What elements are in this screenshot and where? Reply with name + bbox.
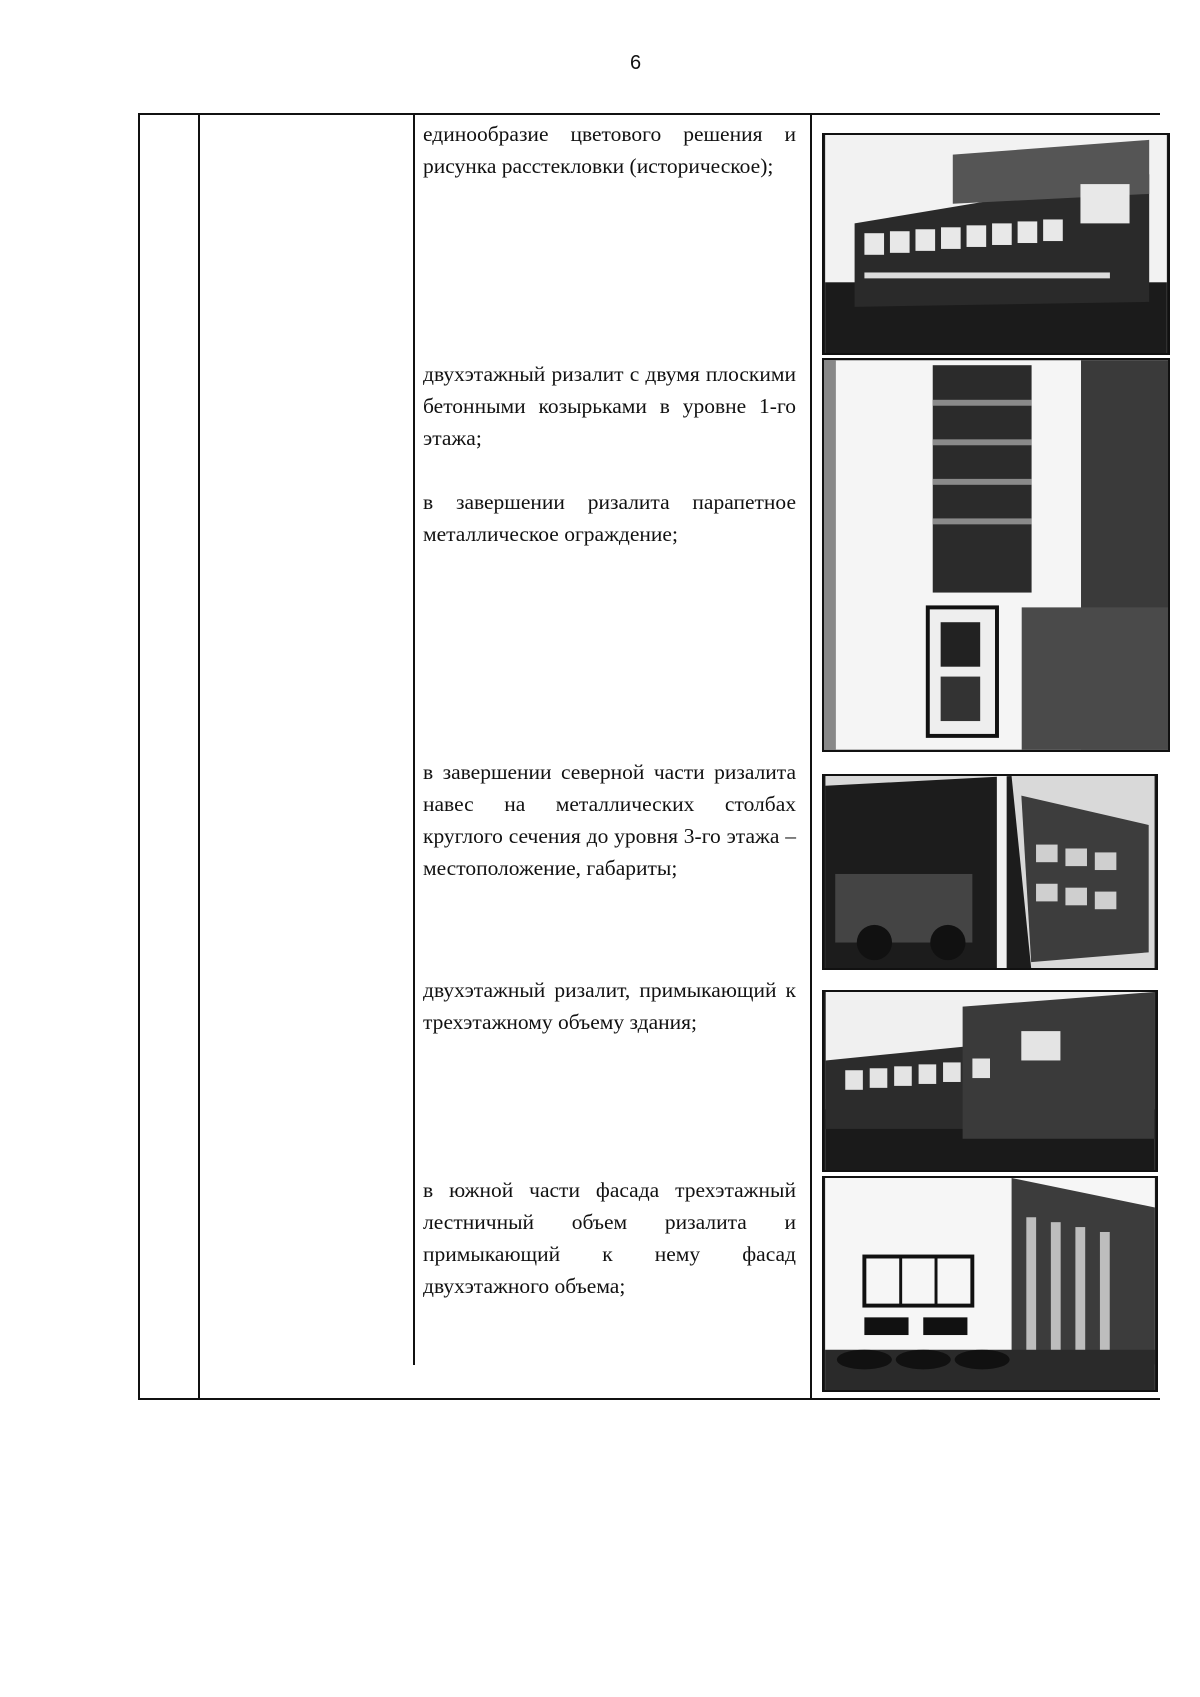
row-3-paragraph-1: в завершении северной части ризалита навес на металлических столбах круглого сечения до уровня 3-го этажа – местоположение, габариты; [423, 760, 796, 880]
row-5-photo [822, 1176, 1158, 1392]
row-3-text [423, 756, 796, 884]
table-left-border [138, 113, 140, 1400]
row-4-photo [822, 990, 1158, 1172]
row-5-paragraph-1: в южной части фасада трехэтажный лестничный объем ризалита и примыкающий к нему фасад двухэтажного объема; [423, 1178, 796, 1298]
column-divider-1 [198, 113, 200, 1400]
row-2-photo [822, 358, 1170, 752]
row-3-photo [822, 774, 1158, 970]
row-1-photo [822, 133, 1170, 355]
risalit-facade-photo-icon [824, 992, 1156, 1170]
page-number: 6 [630, 52, 642, 74]
row-4-paragraph-1: двухэтажный ризалит, примыкающий к трехэтажному объему здания; [423, 978, 796, 1034]
column-divider-2 [413, 113, 415, 1365]
building-facade-photo-icon [824, 135, 1168, 353]
column-divider-3 [810, 113, 812, 1400]
row-5-text [423, 1174, 796, 1302]
table-bottom-border [138, 1398, 1160, 1400]
risalit-entrance-photo-icon [824, 360, 1168, 750]
row-2-text [423, 358, 796, 550]
row-2-paragraph-2: в завершении ризалита парапетное металлическое ограждение; [423, 490, 796, 546]
row-2-paragraph-1: двухэтажный ризалит с двумя плоскими бетонными козырьками в уровне 1-го этажа; [423, 362, 796, 450]
table-top-border [138, 113, 1160, 115]
row-1-paragraph-1: единообразие цветового решения и рисунка расстекловки (историческое); [423, 122, 796, 178]
row-4-text [423, 974, 796, 1038]
stair-volume-photo-icon [824, 1178, 1156, 1390]
canopy-archive-photo-icon [824, 776, 1156, 968]
row-1-text [423, 118, 796, 182]
